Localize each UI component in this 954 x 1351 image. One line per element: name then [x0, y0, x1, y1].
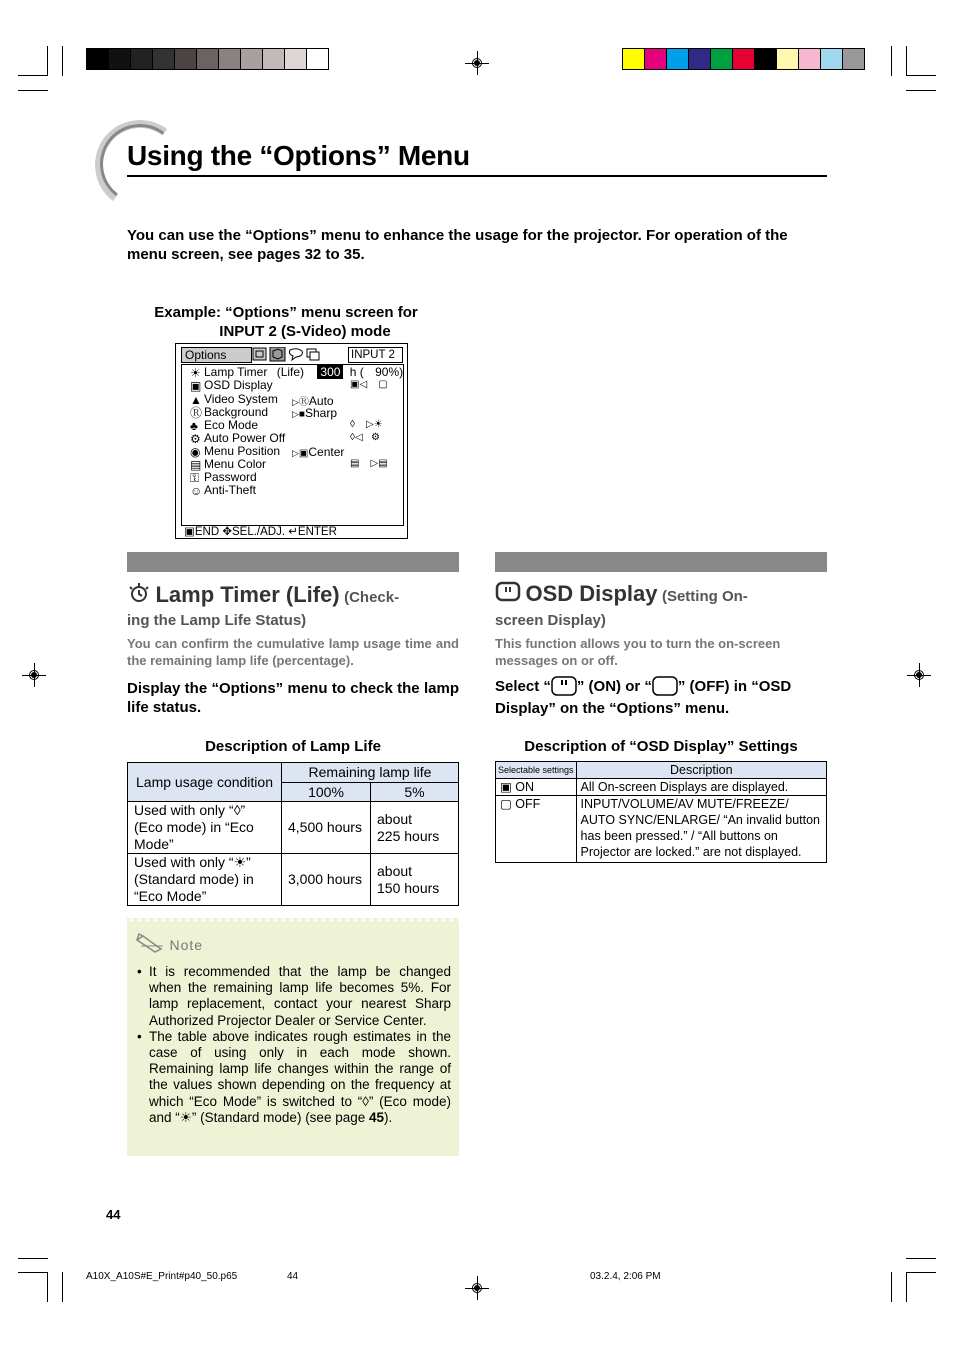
col-header-setting: Selectable settings — [496, 762, 577, 779]
lamp-hours-value: 300 — [317, 365, 343, 379]
value-100-cell: 4,500 hours — [282, 802, 371, 854]
arrow-right-icon: ▷ — [292, 448, 299, 458]
osd-on-icon: ▣ — [500, 780, 512, 794]
lamp-section-bar — [127, 552, 459, 572]
color-swatch — [623, 49, 645, 69]
video-system-icon: ▲ — [190, 393, 202, 408]
lamp-section-heading: Lamp Timer (Life) (Check- — [127, 581, 462, 608]
color-swatch — [645, 49, 667, 69]
color-swatch — [219, 49, 241, 69]
standard-mode-icon: ☀ — [179, 1109, 192, 1125]
note-box — [127, 918, 459, 1156]
menu-tab-icons — [252, 347, 322, 362]
background-icon: Ⓡ — [190, 406, 203, 421]
lamp-icon: ☀ — [190, 366, 201, 381]
table-row — [496, 796, 827, 863]
auto-power-setting-icons: ◊◁ ⚙ — [350, 432, 380, 443]
osd-setting-icons: ▣◁ ▢ — [350, 379, 388, 390]
options-menu-screen — [175, 343, 408, 539]
col-header-condition: Lamp usage condition — [128, 763, 282, 802]
color-swatch — [689, 49, 711, 69]
footer-file: A10X_A10S#E_Print#p40_50.p65 — [86, 1271, 238, 1282]
eco-mode-icon: ◊ — [233, 802, 241, 818]
osd-instruction: Select “ ” (ON) or “ ” (OFF) in “OSD Display” on the “Options” menu. — [495, 678, 792, 717]
lamp-icon — [127, 581, 151, 605]
table-row — [128, 802, 459, 854]
eco-setting-icons: ◊ ▷☀ — [350, 419, 383, 430]
example-line-2: INPUT 2 (S-Video) mode — [219, 323, 391, 340]
sharp-icon: ■ — [298, 409, 305, 420]
note-header: Note — [135, 932, 203, 955]
note-item-1: • It is recommended that the lamp be changed when the remaining lamp life becomes 5%. For lamp replacement, contact your nearest Sharp Authorized Projector Dealer or Service Center. — [137, 964, 451, 1029]
anti-theft-icon: ☺ — [190, 484, 203, 499]
registration-mark-bottom — [469, 1280, 485, 1296]
condition-cell: Used with only “☀” (Standard mode) in “Eco Mode” — [128, 854, 282, 906]
menu-row-background: Ⓡ Background — [190, 405, 269, 421]
color-swatch — [843, 49, 864, 69]
note-list — [137, 964, 451, 1126]
arrow-right-icon: ▷ — [292, 409, 299, 419]
color-swatch — [87, 49, 109, 69]
color-swatch — [733, 49, 755, 69]
standard-mode-icon: ☀ — [233, 854, 247, 870]
color-swatch — [153, 49, 175, 69]
eco-icon: ♣ — [190, 419, 198, 434]
power-off-icon: ⚙ — [190, 432, 201, 447]
setting-cell: ▢ OFF — [496, 796, 577, 863]
footer-date: 03.2.4, 2:06 PM — [590, 1271, 661, 1282]
color-calibration-bar — [622, 48, 865, 70]
value-5-cell: about 225 hours — [371, 802, 459, 854]
osd-section-subheading: screen Display) — [495, 612, 606, 629]
osd-off-icon: ▢ — [500, 797, 512, 811]
eco-mode-icon: ◊ — [362, 1093, 369, 1109]
end-icon: ▣ — [184, 526, 195, 538]
table-row — [128, 854, 459, 906]
col-header-100: 100% — [282, 783, 371, 802]
value-5-cell: about 150 hours — [371, 854, 459, 906]
registration-mark-top — [469, 55, 485, 71]
osd-table-title: Description of “OSD Display” Settings — [524, 738, 798, 755]
menu-row-video-system: ▲ Video System — [190, 392, 278, 408]
color-swatch — [307, 49, 328, 69]
osd-off-icon — [652, 676, 678, 696]
background-setting: ▷■Sharp — [292, 406, 337, 420]
video-system-setting: ▷ⓇAuto — [292, 394, 334, 408]
color-swatch — [285, 49, 307, 69]
example-caption — [145, 303, 427, 341]
example-line-1: Example: “Options” menu screen for — [154, 304, 418, 321]
lamp-section-subheading: ing the Lamp Life Status) — [127, 612, 307, 629]
color-swatch — [821, 49, 843, 69]
col-header-remaining: Remaining lamp life — [282, 763, 459, 783]
menu-position-setting: ▷▣Center — [292, 445, 345, 459]
menu-input-indicator: INPUT 2 — [348, 347, 403, 363]
menu-row-menu-position: ◉ Menu Position — [190, 444, 281, 460]
arrow-right-icon: ▷ — [292, 397, 299, 407]
col-header-5: 5% — [371, 783, 459, 802]
osd-icon: ▣ — [190, 379, 202, 394]
menu-row-auto-power-off: ⚙ Auto Power Off — [190, 431, 286, 447]
sel-adj-icon: ✥ — [222, 526, 232, 538]
description-cell: INPUT/VOLUME/AV MUTE/FREEZE/ AUTO SYNC/ENLARGE/ “An invalid button has been pressed.” / “All buttons on Projector are locked.” are not displayed. — [576, 796, 826, 863]
osd-settings-table — [495, 761, 827, 863]
value-100-cell: 3,000 hours — [282, 854, 371, 906]
osd-section-heading: OSD Display (Setting On- — [495, 581, 830, 607]
enter-icon: ↵ — [288, 526, 298, 538]
color-swatch — [109, 49, 131, 69]
osd-section-bar — [495, 552, 827, 572]
osd-description: This function allows you to turn the on-screen messages on or off. — [495, 636, 781, 668]
color-swatch — [197, 49, 219, 69]
lamp-instruction: Display the “Options” menu to check the lamp life status. — [127, 680, 459, 716]
registration-mark-right — [911, 667, 927, 683]
col-header-description: Description — [576, 762, 826, 779]
menu-row-anti-theft: ☺ Anti-Theft — [190, 483, 257, 499]
table-row — [496, 779, 827, 796]
menu-color-setting-icons: ▤ ▷▤ — [350, 458, 388, 469]
color-swatch — [241, 49, 263, 69]
color-swatch — [755, 49, 777, 69]
menu-row-eco-mode: ♣ Eco Mode — [190, 418, 259, 434]
osd-on-icon — [551, 676, 577, 696]
grey-calibration-bar — [86, 48, 329, 70]
lamp-description: You can confirm the cumulative lamp usage time and the remaining lamp life (percentage). — [127, 636, 459, 668]
pencil-icon — [135, 932, 165, 954]
menu-row-password: ⚿ Password — [190, 470, 257, 486]
title-rule — [127, 175, 827, 177]
lamp-life-table — [127, 762, 459, 906]
color-swatch — [777, 49, 799, 69]
color-swatch — [175, 49, 197, 69]
menu-color-icon: ▤ — [190, 458, 202, 473]
page-title: Using the “Options” Menu — [127, 140, 470, 171]
setting-cell: ▣ ON — [496, 779, 577, 796]
menu-list-panel — [181, 364, 404, 526]
menu-row-lamp-timer: ☀ Lamp Timer (Life) 300 h ( 90%) — [190, 365, 404, 381]
menu-footer: ▣END ✥SEL./ADJ. ↵ENTER — [184, 526, 337, 538]
color-swatch — [667, 49, 689, 69]
osd-icon — [495, 581, 521, 603]
footer-page: 44 — [287, 1271, 299, 1282]
color-swatch — [711, 49, 733, 69]
condition-cell: Used with only “◊” (Eco mode) in “Eco Mode” — [128, 802, 282, 854]
menu-row-osd-display: ▣ OSD Display — [190, 378, 273, 394]
description-cell: All On-screen Displays are displayed. — [576, 779, 826, 796]
note-dotted-edge — [127, 918, 459, 922]
color-swatch — [263, 49, 285, 69]
page-number: 44 — [106, 1207, 121, 1222]
auto-icon: Ⓡ — [298, 397, 309, 408]
lamp-table-title: Description of Lamp Life — [205, 738, 381, 755]
menu-row-menu-color: ▤ Menu Color — [190, 457, 267, 473]
note-item-2: • The table above indicates rough estimates in the case of using only in each mode shown. Remaining lamp life changes within the range of the values shown depending on the frequency at which “Eco Mode” is switched to “◊” (Eco mode) and “☀” (Standard mode) (see page 45). — [137, 1029, 451, 1126]
registration-mark-left — [26, 667, 42, 683]
intro-paragraph: You can use the “Options” menu to enhance the usage for the projector. For operation of the menu screen, see pages 32 to 35. — [127, 227, 788, 263]
center-icon: ▣ — [298, 448, 309, 459]
menu-tab-options: Options — [181, 347, 252, 363]
menu-position-icon: ◉ — [190, 445, 201, 460]
color-swatch — [799, 49, 821, 69]
key-icon: ⚿ — [190, 471, 200, 486]
color-swatch — [131, 49, 153, 69]
